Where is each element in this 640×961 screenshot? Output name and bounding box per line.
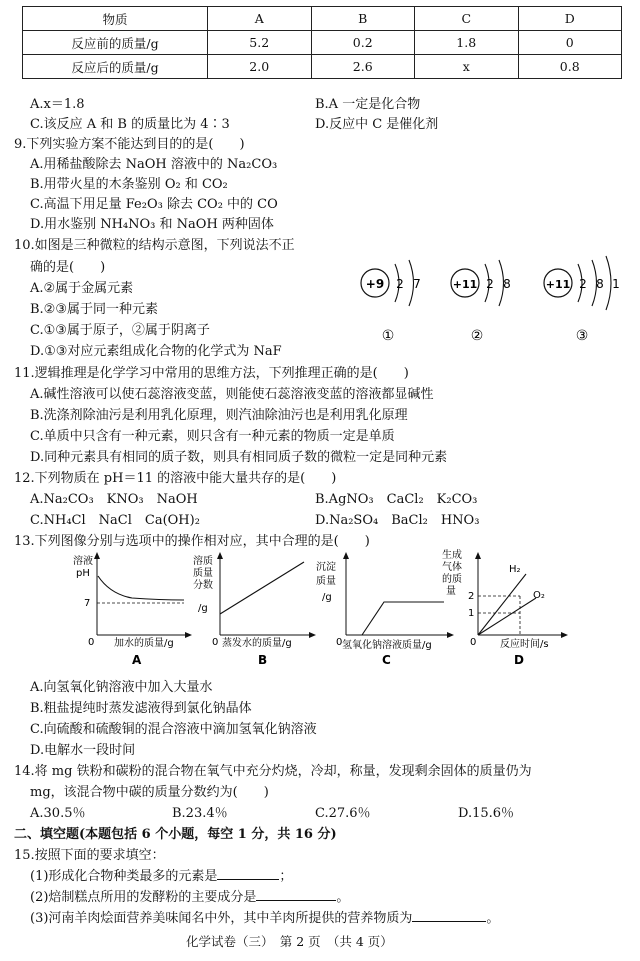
particle-3-shell-1: 2 xyxy=(579,277,587,291)
graph-a-curve xyxy=(98,576,184,600)
graph-d-xlabel: 反应时间/s xyxy=(500,639,549,650)
table-cell: 1.8 xyxy=(415,31,519,55)
q13-stem: 13.下列图像分别与选项中的操作相对应，其中合理的是( ) xyxy=(14,534,370,549)
table-cell: 0 xyxy=(518,31,622,55)
section-title: 二、填空题(本题包括 6 个小题，每空 1 分，共 16 分) xyxy=(14,827,337,842)
q15-item-2-text: (2)焙制糕点所用的发酵粉的主要成分是 xyxy=(30,890,257,905)
graph-b-label: B xyxy=(258,653,268,667)
table-cell: 反应前的质量/g xyxy=(23,31,208,55)
table-cell: 0.2 xyxy=(311,31,415,55)
graph-c-xlabel: 氢氧化钠溶液质量/g xyxy=(342,640,432,651)
q10-stem-line1: 10.如图是三种微粒的结构示意图，下列说法不正 xyxy=(14,238,295,253)
graph-b-ylabel-4: /g xyxy=(198,603,208,614)
q13-option-a: A.向氢氧化钠溶液中加入大量水 xyxy=(30,680,213,695)
q8-option-c: C.该反应 A 和 B 的质量比为 4∶3 xyxy=(30,117,230,132)
q10-option-d: D.①③对应元素组成化合物的化学式为 NaF xyxy=(30,344,282,359)
table-header-cell: B xyxy=(311,7,415,31)
graph-a-ylabel-2: pH xyxy=(76,568,90,579)
q15-item-1-text: (1)形成化合物种类最多的元素是 xyxy=(30,869,218,884)
graph-d-label: D xyxy=(514,653,524,667)
graph-b-ylabel-1: 溶质 xyxy=(193,556,213,567)
table-header-cell: 物质 xyxy=(23,7,208,31)
q11-option-a: A.碱性溶液可以使石蕊溶液变蓝，则能使石蕊溶液变蓝的溶液都显碱性 xyxy=(30,387,434,402)
q13-option-b: B.粗盐提纯时蒸发滤液得到氯化钠晶体 xyxy=(30,701,252,716)
table-cell: 反应后的质量/g xyxy=(23,55,208,79)
graph-d-ylabel-3: 的质 xyxy=(442,574,462,585)
graph-d-tick-2: 2 xyxy=(468,591,475,602)
graph-d-origin: 0 xyxy=(470,637,477,648)
graph-b-xlabel: 蒸发水的质量/g xyxy=(222,638,292,649)
graph-d-ylabel-2: 气体 xyxy=(442,562,462,573)
table-cell: 5.2 xyxy=(208,31,312,55)
q8-option-b: B.A 一定是化合物 xyxy=(315,97,421,112)
graph-c-ylabel-3: /g xyxy=(322,592,332,603)
graph-a-ylabel-1: 溶液 xyxy=(73,556,93,567)
q12-option-d: D.Na₂SO₄ BaCl₂ HNO₃ xyxy=(315,513,480,528)
q14-option-d: D.15.6％ xyxy=(458,806,515,821)
graph-b xyxy=(190,548,325,672)
particle-1-shell-2: 7 xyxy=(413,277,421,291)
graph-a-tick-7: 7 xyxy=(84,598,91,609)
q13-option-d: D.电解水一段时间 xyxy=(30,743,136,758)
q8-option-d: D.反应中 C 是催化剂 xyxy=(315,117,439,132)
graph-d-o2-line xyxy=(478,598,536,635)
particle-1-shell-1: 2 xyxy=(396,277,404,291)
graph-c-line xyxy=(346,602,444,635)
graph-b-ylabel-2: 质量 xyxy=(193,568,213,579)
particle-2-shell-1: 2 xyxy=(486,277,494,291)
q15-item-1-end: ； xyxy=(279,869,293,884)
graph-d-ylabel-1: 生成 xyxy=(442,550,462,561)
graph-c-origin: 0 xyxy=(336,637,343,648)
q14-option-a: A.30.5％ xyxy=(30,806,86,821)
particle-3-label: ③ xyxy=(575,328,589,344)
particle-1-label: ① xyxy=(381,328,395,344)
table-header-cell: C xyxy=(415,7,519,31)
table-row xyxy=(23,31,622,55)
q10-stem-line2: 确的是( ) xyxy=(30,260,106,275)
table-header-cell: D xyxy=(518,7,622,31)
q9-option-b: B.用带火星的木条鉴别 O₂ 和 CO₂ xyxy=(30,177,228,192)
q15-answer-blank-1[interactable] xyxy=(217,867,279,880)
q14-stem-line1: 14.将 mg 铁粉和碳粉的混合物在氧气中充分灼烧，冷却，称量，发现剩余固体的质量仍为 xyxy=(14,764,532,779)
graph-d-series-o2: O₂ xyxy=(533,590,545,601)
q15-item-3 xyxy=(30,907,499,926)
q8-option-a: A.x＝1.8 xyxy=(30,97,85,112)
graph-a xyxy=(70,548,200,672)
particle-3-shell-2: 8 xyxy=(596,277,604,291)
particle-2-diagram xyxy=(451,260,511,344)
particle-3-nucleus: +11 xyxy=(545,278,571,291)
graph-d xyxy=(440,546,575,672)
q9-option-c: C.高温下用足量 Fe₂O₃ 除去 CO₂ 中的 CO xyxy=(30,197,278,212)
q14-stem-line2: mg，该混合物中碳的质量分数约为( ) xyxy=(30,785,269,800)
table-cell: x xyxy=(415,55,519,79)
q12-option-c: C.NH₄Cl NaCl Ca(OH)₂ xyxy=(30,513,200,528)
q11-stem: 11.逻辑推理是化学学习中常用的思维方法，下列推理正确的是( ) xyxy=(14,366,409,381)
q15-answer-blank-2[interactable] xyxy=(256,888,336,901)
q10-option-b: B.②③属于同一种元素 xyxy=(30,302,158,317)
graph-b-line xyxy=(220,562,304,614)
q11-option-b: B.洗涤剂除油污是利用乳化原理，则汽油除油污也是利用乳化原理 xyxy=(30,408,408,423)
mass-table xyxy=(22,6,622,79)
particle-2-nucleus: +11 xyxy=(452,278,478,291)
particle-1-diagram xyxy=(361,260,421,344)
q12-stem: 12.下列物质在 pH＝11 的溶液中能大量共存的是( ) xyxy=(14,471,337,486)
graph-c-ylabel-1: 沉淀 xyxy=(316,562,336,573)
q14-option-b: B.23.4％ xyxy=(172,806,228,821)
page-footer: 化学试卷（三） 第 2 页 （共 4 页） xyxy=(186,934,393,949)
graph-d-ylabel-4: 量 xyxy=(446,586,456,597)
q12-option-a: A.Na₂CO₃ KNO₃ NaOH xyxy=(30,492,198,507)
q15-stem: 15.按照下面的要求填空： xyxy=(14,848,165,863)
graph-c-label: C xyxy=(382,653,391,667)
q9-option-a: A.用稀盐酸除去 NaOH 溶液中的 Na₂CO₃ xyxy=(30,157,278,172)
table-row xyxy=(23,55,622,79)
particle-3-shell-3: 1 xyxy=(612,277,620,291)
q15-answer-blank-3[interactable] xyxy=(412,909,486,922)
q14-option-c: C.27.6％ xyxy=(315,806,371,821)
graph-d-series-h2: H₂ xyxy=(509,564,521,575)
table-cell: 0.8 xyxy=(518,55,622,79)
q9-option-d: D.用水鉴别 NH₄NO₃ 和 NaOH 两种固体 xyxy=(30,217,274,232)
graph-b-ylabel-3: 分数 xyxy=(193,580,213,591)
q15-item-3-text: (3)河南羊肉烩面营养美味闻名中外，其中羊肉所提供的营养物质为 xyxy=(30,911,413,926)
particle-1-nucleus: +9 xyxy=(365,277,385,291)
graph-b-origin: 0 xyxy=(212,637,219,648)
graph-a-xlabel: 加水的质量/g xyxy=(114,638,174,649)
graph-d-tick-1: 1 xyxy=(468,608,475,619)
particle-diagrams xyxy=(340,250,630,350)
q15-item-2 xyxy=(30,886,349,905)
q15-item-3-end: 。 xyxy=(486,911,500,926)
graph-d-h2-line xyxy=(478,574,526,635)
q10-option-c: C.①③属于原子，②属于阴离子 xyxy=(30,323,210,338)
q12-option-b: B.AgNO₃ CaCl₂ K₂CO₃ xyxy=(315,492,478,507)
q15-item-2-end: 。 xyxy=(336,890,350,905)
particle-2-shell-2: 8 xyxy=(503,277,511,291)
table-cell: 2.6 xyxy=(311,55,415,79)
q13-option-c: C.向硫酸和硫酸铜的混合溶液中滴加氢氧化钠溶液 xyxy=(30,722,317,737)
particle-3-diagram xyxy=(544,256,620,344)
table-cell: 2.0 xyxy=(208,55,312,79)
graph-a-origin: 0 xyxy=(88,637,95,648)
graph-a-label: A xyxy=(132,653,142,667)
q9-stem: 9.下列实验方案不能达到目的的是( ) xyxy=(14,137,245,152)
table-header-cell: A xyxy=(208,7,312,31)
graph-c-ylabel-2: 质量 xyxy=(316,576,336,587)
table-header-row xyxy=(23,7,622,31)
q15-item-1 xyxy=(30,865,292,884)
q11-option-c: C.单质中只含有一种元素，则只含有一种元素的物质一定是单质 xyxy=(30,429,395,444)
particle-2-label: ② xyxy=(470,328,484,344)
q10-option-a: A.②属于金属元素 xyxy=(30,281,134,296)
q11-option-d: D.同种元素具有相同的质子数，则具有相同质子数的微粒一定是同种元素 xyxy=(30,450,448,465)
